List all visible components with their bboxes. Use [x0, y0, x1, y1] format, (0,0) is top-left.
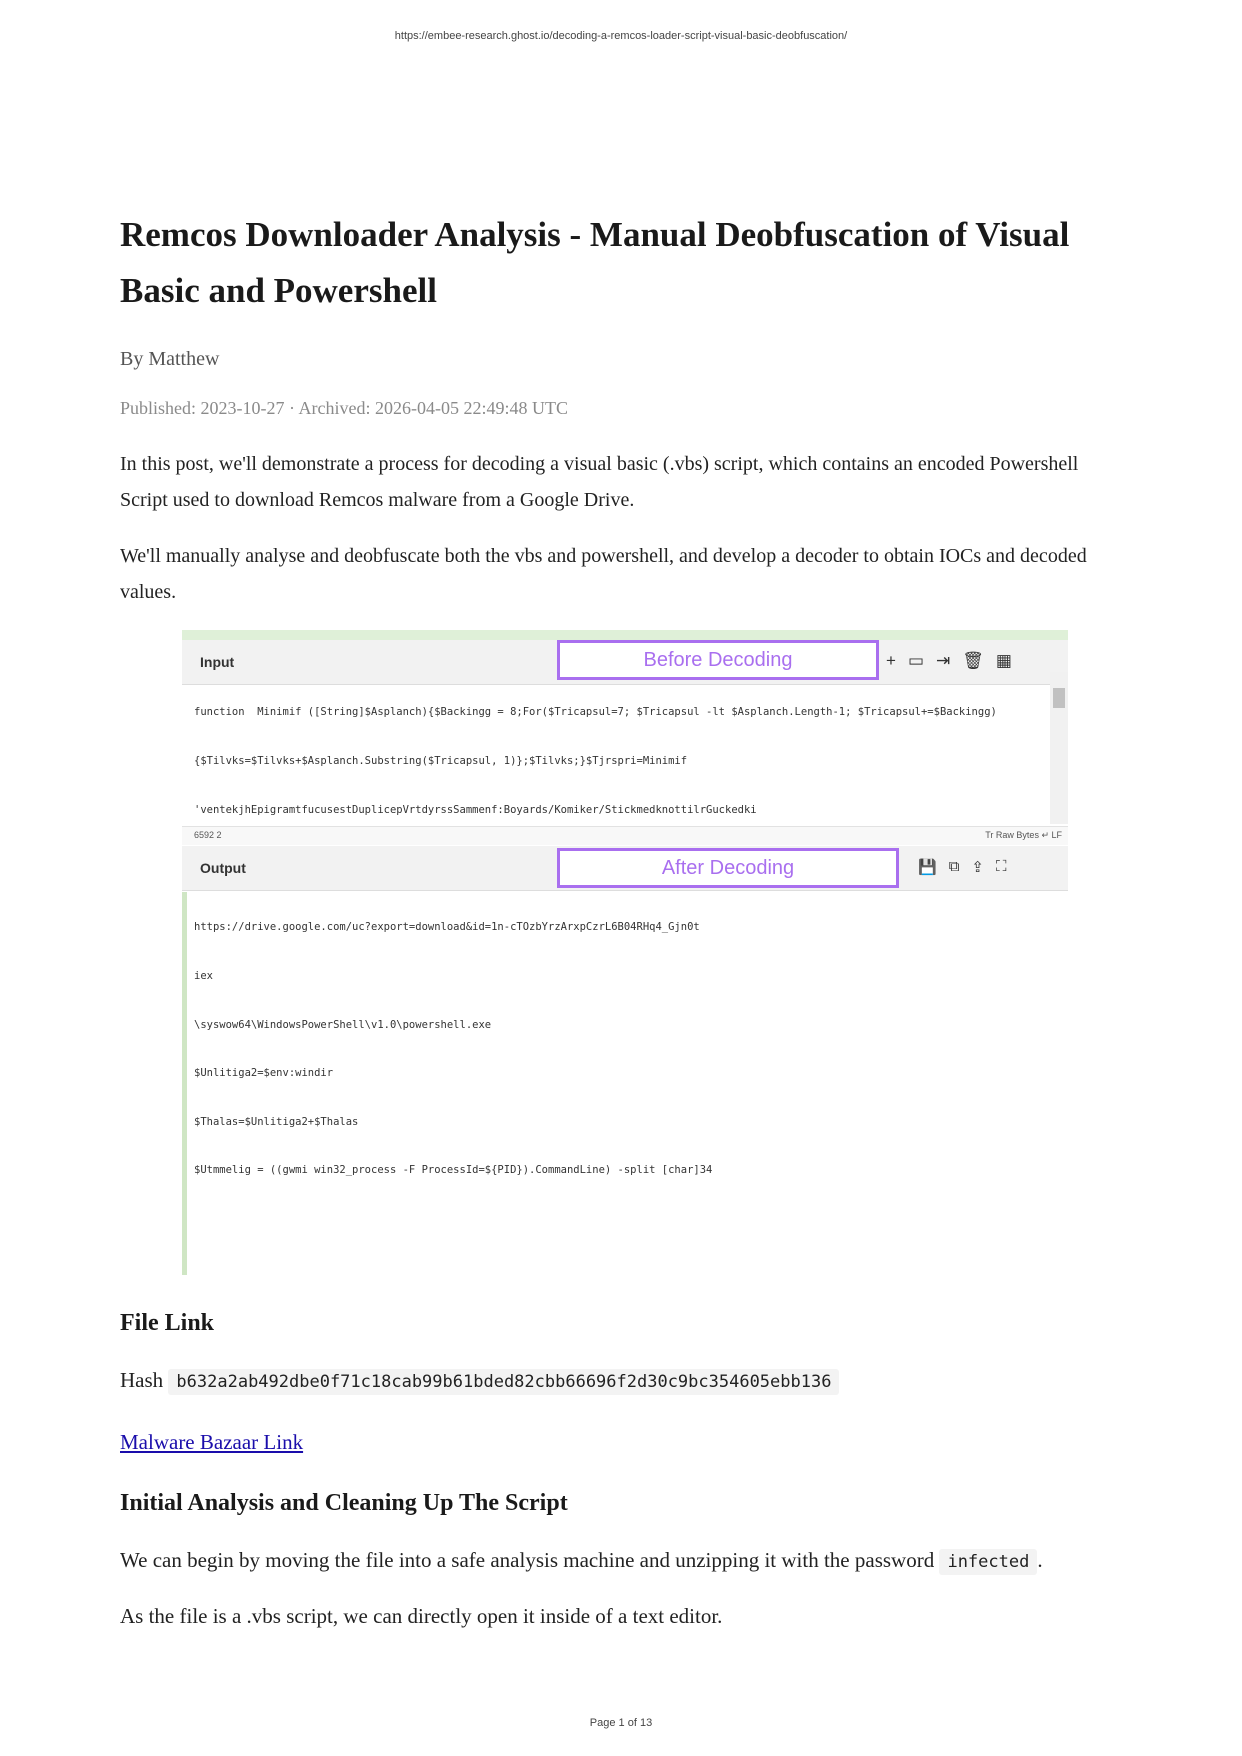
output-panel-label: Output	[200, 860, 246, 876]
input-length-status: 6592 2	[194, 830, 222, 840]
input-code[interactable]	[194, 672, 1034, 824]
password-code: infected	[939, 1549, 1037, 1575]
add-input-icon[interactable]: +	[886, 651, 896, 670]
intro-paragraph-1: In this post, we'll demonstrate a process for decoding a visual basic (.vbs) script, which contains an encoded Powershell Script used to download Remcos malware from a Google Drive.	[120, 453, 1079, 511]
file-link-heading: File Link	[120, 1310, 215, 1336]
before-decoding-callout: Before Decoding	[557, 640, 879, 680]
author-byline: By Matthew	[120, 348, 220, 370]
input-line: {$Tilvks=$Tilvks+$Asplanch.Substring($Tricapsul, 1)};$Tilvks;}$Tjrspri=Minimif	[194, 755, 688, 768]
malware-bazaar-link[interactable]: Malware Bazaar Link	[120, 1430, 304, 1454]
input-line: function Minimif ([String]$Asplanch){$Backingg = 8;For($Tricapsul=7; $Tricapsul -lt $Asplanch.Length-1; $Tricapsul+=$Backingg)	[194, 706, 997, 719]
hash-line	[120, 1368, 839, 1393]
input-panel-label: Input	[200, 654, 235, 670]
copy-icon[interactable]: ⧉	[948, 858, 960, 875]
output-line: $Unlitiga2=$env:windir	[194, 1067, 334, 1080]
hash-value: b632a2ab492dbe0f71c18cab99b61bded82cbb66696f2d30c9bc354605ebb136	[168, 1369, 839, 1395]
maximize-icon[interactable]: ⛶	[995, 858, 1007, 875]
import-file-icon[interactable]: ⇥	[936, 651, 951, 670]
publish-date: Published: 2023-10-27 · Archived: 2026-04-05 22:49:48 UTC	[120, 398, 568, 418]
output-left-edge	[182, 892, 187, 1275]
output-line: $Utmmelig = ((gwmi win32_process -F ProcessId=${PID}).CommandLine) -split [char]34	[194, 1164, 713, 1177]
intro-paragraph-2: We'll manually analyse and deobfuscate both the vbs and powershell, and develop a decoder to obtain IOCs and decoded values.	[120, 545, 1087, 603]
analysis-paragraph-2: As the file is a .vbs script, we can directly open it inside of a text editor.	[120, 1604, 723, 1628]
output-line: $Thalas=$Unlitiga2+$Thalas	[194, 1115, 359, 1128]
output-line: iex	[194, 970, 213, 983]
analysis-paragraph-1	[120, 1542, 1120, 1580]
input-line: 'ventekjhEpigramtfucusestDuplicepVrtdyrssSammenf:Boyards/Komiker/StickmedknottilrGuckedki	[194, 803, 757, 816]
after-decoding-callout: After Decoding	[557, 848, 899, 888]
input-toolbar	[886, 651, 1012, 671]
analysis-text: We can begin by moving the file into a safe analysis machine and unzipping it with the password	[120, 1548, 935, 1572]
output-code[interactable]	[194, 887, 1054, 1187]
hash-label: Hash	[120, 1368, 164, 1392]
page-number-footer: Page 1 of 13	[589, 1717, 653, 1729]
output-line: https://drive.google.com/uc?export=download&id=1n-cTOzbYrzArxpCzrL6B04RHq4_Gjn0t	[194, 921, 700, 934]
initial-analysis-heading: Initial Analysis and Cleaning Up The Script	[120, 1490, 568, 1516]
output-panel-header	[182, 846, 1068, 891]
article-title: Remcos Downloader Analysis - Manual Deobfuscation of Visual Basic and Powershell	[120, 215, 1070, 310]
layout-icon[interactable]: ▦	[995, 651, 1012, 670]
output-line: \syswow64\WindowsPowerShell\v1.0\powershell.exe	[194, 1018, 492, 1031]
trash-icon[interactable]: 🗑	[962, 651, 984, 670]
input-status-bar	[182, 826, 1068, 845]
replace-input-icon[interactable]: ⇪	[971, 859, 984, 876]
save-icon[interactable]: 💾	[918, 859, 937, 876]
cyberchef-screenshot	[182, 630, 1068, 1275]
open-folder-icon[interactable]: ▭	[907, 651, 924, 670]
input-scroll-thumb[interactable]	[1053, 688, 1065, 708]
figure-top-strip	[182, 630, 1068, 640]
output-toolbar	[918, 858, 1007, 876]
analysis-period: .	[1037, 1548, 1043, 1572]
raw-bytes-status[interactable]: Tr Raw Bytes ↵ LF	[985, 830, 1062, 840]
page-url-header: https://embee-research.ghost.io/decoding-a-remcos-loader-script-visual-basic-deobfuscation/	[394, 30, 848, 42]
input-scrollbar[interactable]	[1050, 672, 1068, 824]
